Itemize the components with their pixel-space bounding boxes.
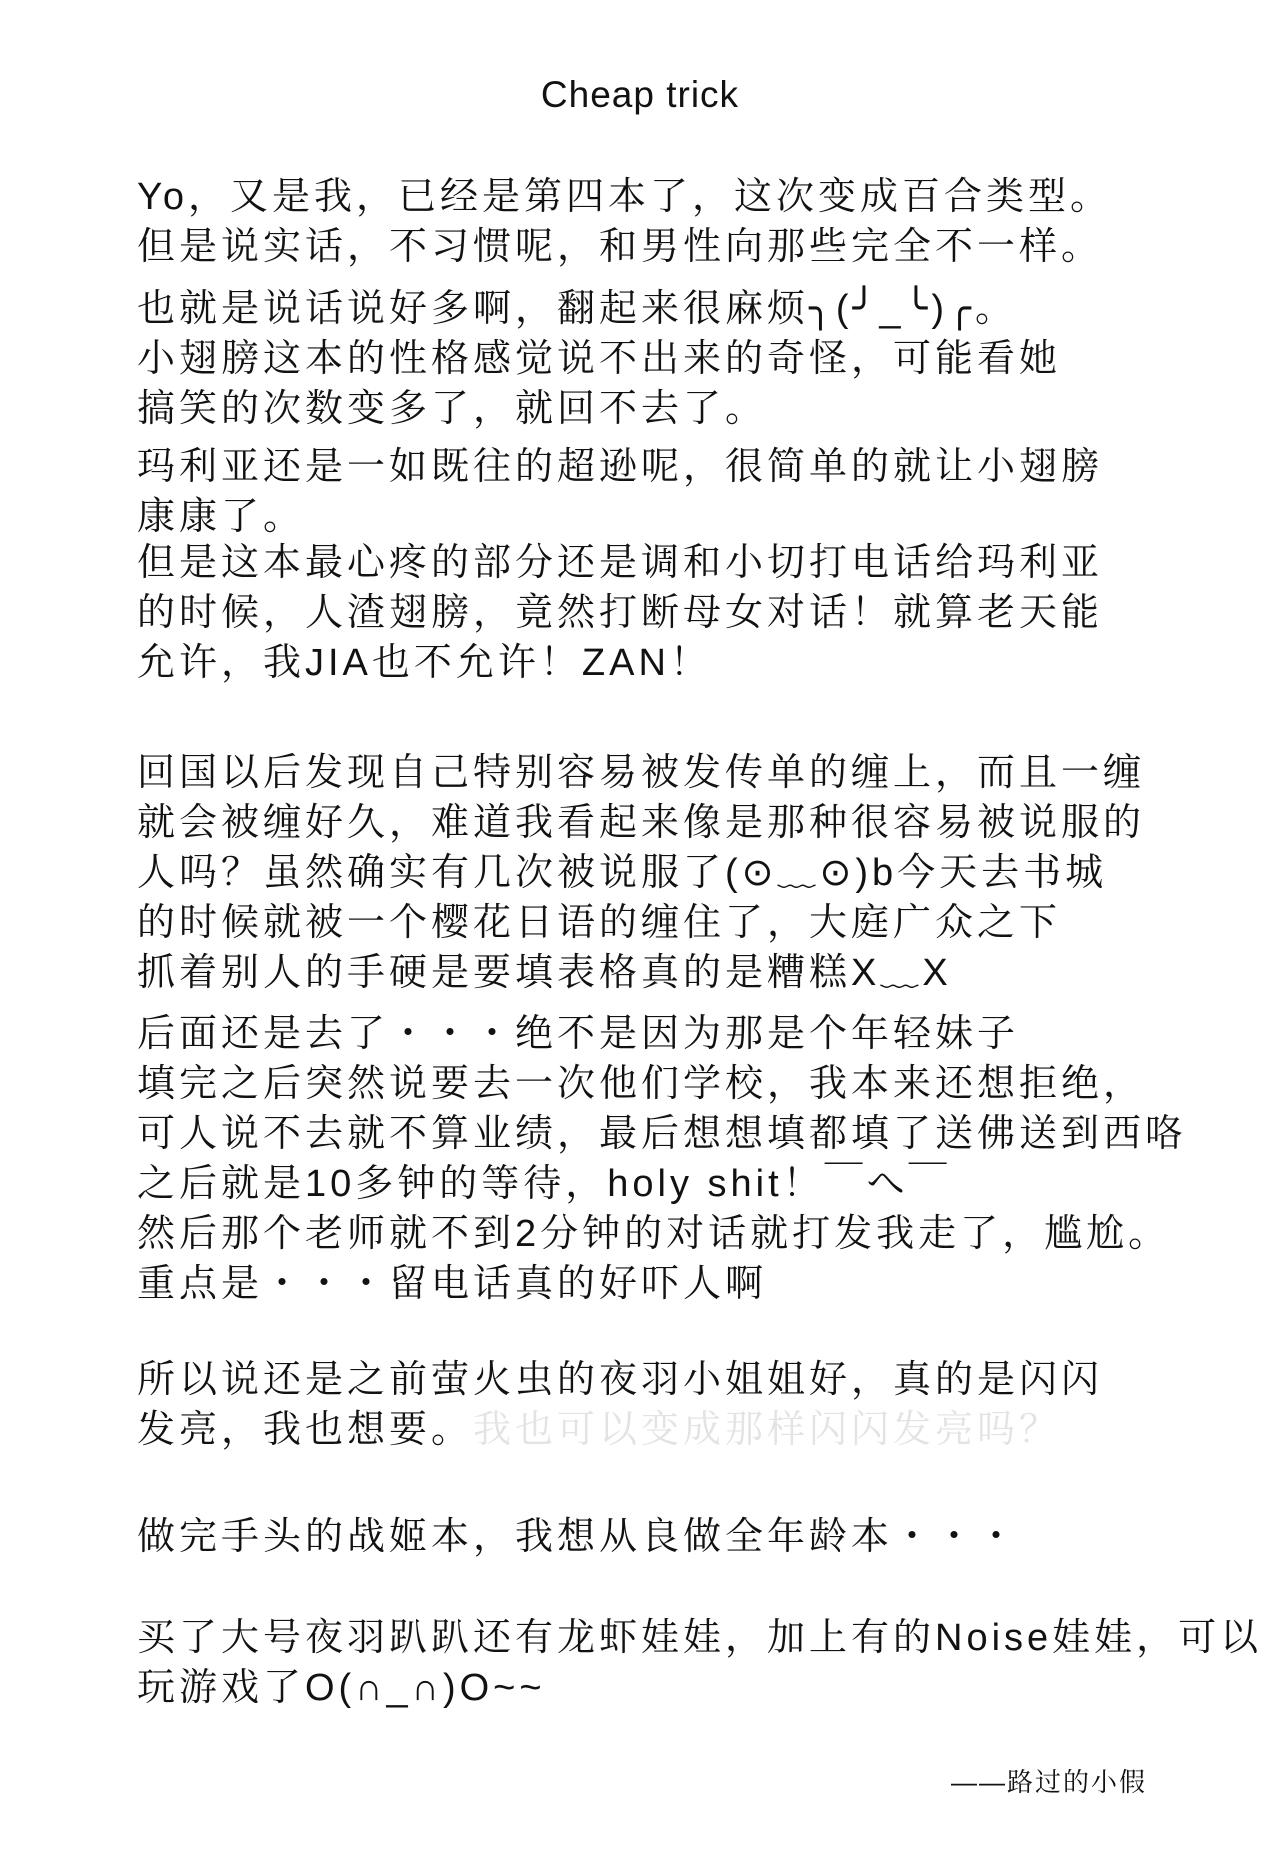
text-line: Yo，又是我，已经是第四本了，这次变成百合类型。 (137, 176, 1112, 218)
paragraph-next-book (137, 1512, 1019, 1562)
text-line: 填完之后突然说要去一次他们学校，我本来还想拒绝， (137, 1063, 1146, 1105)
text-line: 的时候，人渣翅膀，竟然打断母女对话！就算老天能 (137, 592, 1104, 634)
text-line: 玩游戏了O(∩_∩)O~~ (137, 1667, 546, 1709)
text-line (137, 1405, 1103, 1455)
text-line: 但是这本最心疼的部分还是调和小切打电话给玛利亚 (137, 542, 1104, 584)
text-line: 人吗？虽然确实有几次被说服了(⊙﹏⊙)b今天去书城 (137, 852, 1108, 894)
text-line: 但是说实话，不习惯呢，和男性向那些完全不一样。 (137, 226, 1104, 268)
text-line: 康康了。 (137, 496, 306, 538)
text-line: 之后就是10多钟的等待，holy shit！￣へ￣ (137, 1163, 951, 1205)
text-line: 重点是・・・留电话真的好吓人啊 (137, 1263, 768, 1305)
text-line: 做完手头的战姬本，我想从良做全年龄本・・・ (137, 1516, 1020, 1558)
paragraph-firefly (137, 1355, 1103, 1455)
text-segment-black: 发亮，我也想要。 (137, 1409, 474, 1451)
text-line: 后面还是去了・・・绝不是因为那是个年轻妹子 (137, 1013, 1020, 1055)
text-line: 所以说还是之前萤火虫的夜羽小姐姐好，真的是闪闪 (137, 1359, 1104, 1401)
paragraph-reading-difficulty (137, 284, 1061, 434)
text-line: 的时候就被一个樱花日语的缠住了，大庭广众之下 (137, 902, 1062, 944)
text-line: 然后那个老师就不到2分钟的对话就打发我走了，尴尬。 (137, 1213, 1171, 1255)
text-line: 就会被缠好久，难道我看起来像是那种很容易被说服的 (137, 802, 1146, 844)
paragraph-flyers (137, 748, 1145, 998)
text-line: 小翅膀这本的性格感觉说不出来的奇怪，可能看她 (137, 338, 1062, 380)
paragraph-school-visit (137, 1009, 1187, 1309)
text-line: 也就是说话说好多啊，翻起来很麻烦╮(╯_╰)╭。 (137, 288, 1017, 330)
paragraph-plushies (137, 1613, 1262, 1713)
text-line: 抓着别人的手硬是要填表格真的是糟糕X﹏X (137, 952, 952, 994)
author-signature: ——路过的小假 (950, 1767, 1147, 1797)
text-line: 可人说不去就不算业绩，最后想想填都填了送佛送到西咯 (137, 1113, 1188, 1155)
text-segment-gray-whisper: 我也可以变成那样闪闪发亮吗？ (473, 1409, 1062, 1451)
text-line: 回国以后发现自己特别容易被发传单的缠上，而且一缠 (137, 752, 1146, 794)
text-line: 买了大号夜羽趴趴还有龙虾娃娃，加上有的Noise娃娃，可以 (137, 1617, 1263, 1659)
paragraph-maria (137, 442, 1103, 542)
text-line: 搞笑的次数变多了，就回不去了。 (137, 388, 768, 430)
text-line: 允许，我JIA也不允许！ZAN！ (137, 642, 712, 684)
paragraph-intro (137, 172, 1112, 272)
text-line: 玛利亚还是一如既往的超逊呢，很简单的就让小翅膀 (137, 446, 1104, 488)
paragraph-phone-call (137, 538, 1103, 688)
page-title: Cheap trick (540, 74, 740, 115)
